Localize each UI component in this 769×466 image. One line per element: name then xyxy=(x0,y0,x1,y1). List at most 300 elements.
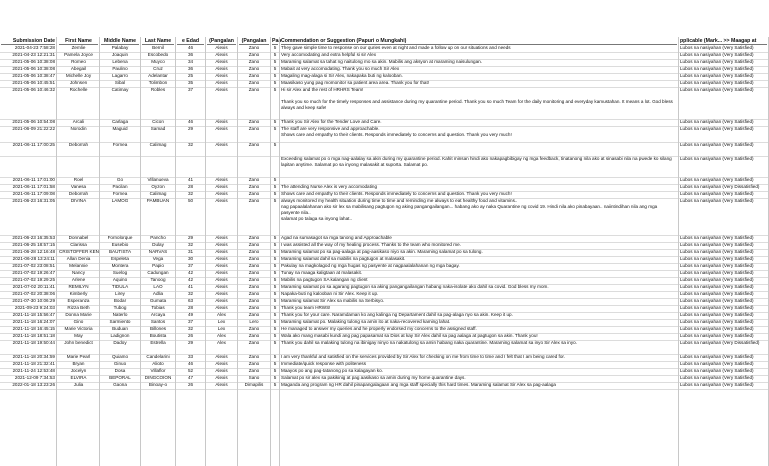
table-cell: Alexis xyxy=(215,126,228,131)
table-cell: Zemlie xyxy=(71,45,86,50)
table-cell: Muyco xyxy=(151,59,165,64)
table-cell: 5 xyxy=(273,73,277,78)
table-cell: Lubos na nasiyahan (Very Satisfied) xyxy=(680,191,754,196)
table-cell: Lex xyxy=(217,326,226,331)
table-cell: 5 xyxy=(273,66,277,71)
table-cell: Lubos na nasiyahan (Very Satisfied) xyxy=(680,235,754,240)
table-cell: Bernil xyxy=(152,45,164,50)
table-cell: Suelog xyxy=(112,270,128,275)
table-cell: 5 xyxy=(273,368,277,373)
table-cell: Kimberly xyxy=(69,291,88,296)
table-cell: 26 xyxy=(187,382,194,387)
table-cell: 36 xyxy=(187,52,194,57)
table-cell: Estrella xyxy=(150,340,166,345)
table-cell: Cadungan xyxy=(147,270,169,275)
table-cell: Clarissa xyxy=(70,242,87,247)
table-cell: Fornea xyxy=(112,191,128,196)
table-cell: Zano xyxy=(248,263,260,268)
table-cell: Zano xyxy=(248,66,260,71)
comment-cell: Mabilis na pagtugon SA kalangan ng client xyxy=(281,277,368,282)
table-cell: Zano xyxy=(248,361,260,366)
table-cell: Cruz xyxy=(153,66,163,71)
table-cell: Zano xyxy=(248,126,260,131)
table-cell: 2021-11-18 18:51:18 xyxy=(12,333,55,338)
table-cell: Zano xyxy=(248,312,260,317)
row-divider xyxy=(0,389,768,390)
table-cell: 31 xyxy=(187,249,194,254)
table-cell: 5 xyxy=(273,326,277,331)
table-cell: Lubos na nasiyahan (Very Satisfied) xyxy=(680,156,754,161)
table-cell: Joaquin xyxy=(111,52,129,57)
table-cell: Tanoog xyxy=(150,277,166,282)
table-cell: Villanueva xyxy=(147,177,169,182)
comment-cell: Maraming salamat po sa pag-aalaga at pag-aasikaso niyo sa akin. Maraming salamat po sa tulong. xyxy=(281,249,483,254)
table-cell: Pancho xyxy=(150,235,166,240)
comment-cell: Maraming salamat Sir Alex sa mabilis na Serbisyo. xyxy=(281,298,385,303)
table-cell: Donnabel xyxy=(68,235,89,240)
table-cell: 37 xyxy=(187,263,194,268)
table-cell: Escobedo xyxy=(147,52,169,57)
table-cell: Carlaga xyxy=(111,119,129,124)
table-cell: Lubos na nasiyahan (Very Satisfied) xyxy=(680,270,754,275)
table-cell: Alexis xyxy=(215,242,228,247)
table-cell: Nancy xyxy=(71,270,86,275)
table-cell: 5 xyxy=(273,291,277,296)
comment-cell: Salamat po sir alex sa pakikinig at pag aasikaso sa amin during my home quarantine days. xyxy=(281,375,466,380)
table-cell: 2021-05-06 10:38:47 xyxy=(12,73,55,78)
table-cell: Alex xyxy=(217,312,226,317)
comment-cell: Maasikaso yung pag momonitor sa patient area area. Thank you for that! xyxy=(281,80,430,85)
table-cell: Johnsen xyxy=(69,80,88,85)
comment-cell: Mabait at very accomodating. Thank you so much Sir Alex xyxy=(281,66,400,71)
table-cell: 2021-06-11 17:01:00 xyxy=(12,177,55,182)
comment-cell: Hi sir Alex and the rest of HRHRS Team! Thank you so much for the timely responses and assistance during my quarantine period. Thank you so much Team for the daily monitoring and everyday kamustahan. It means a lot. God bless always and keep safe! xyxy=(281,87,673,110)
table-cell: LAMOG xyxy=(111,198,129,203)
table-cell: 5 xyxy=(273,184,277,189)
comment-cell: Thank you for your care. Naramdaman ko ang kalinga ng Departament dahil sa pag-alaga nyo sa akin. Keep it up. xyxy=(281,312,513,317)
table-cell: Marie Victoria xyxy=(64,326,93,331)
table-cell: 5 xyxy=(273,361,277,366)
table-cell: 5 xyxy=(273,242,277,247)
table-cell: Tubog xyxy=(113,305,127,310)
table-cell: 28 xyxy=(187,184,194,189)
table-cell: 41 xyxy=(187,177,194,182)
comment-cell xyxy=(281,142,677,156)
table-cell: Fornolorque xyxy=(107,235,133,240)
table-cell: Vanesa xyxy=(70,184,87,189)
table-cell: Alexis xyxy=(215,298,228,303)
table-cell: 2021-07-02 19:26:47 xyxy=(12,270,55,275)
comment-cell: The attending Nurse Alex is very accomodating xyxy=(281,184,378,189)
table-cell: Lubos na nasiyahan (Very Satisfied) xyxy=(680,256,754,261)
table-cell: Lubos na nasiyahan (Very Satisfied) xyxy=(680,326,754,331)
table-cell: 37 xyxy=(187,319,194,324)
table-cell: Lebena xyxy=(112,59,128,64)
table-cell: Alexis xyxy=(215,284,228,289)
table-cell: May xyxy=(74,333,83,338)
table-cell: Lubos na nasiyahan (Very Satisfied) xyxy=(680,45,754,50)
comment-cell: Maraming salamat po sa agarang pagtugon sa aking pangangailangan habang naka-isolate ako dahil sa covid. God bless my mom. xyxy=(281,284,549,289)
table-cell: Alexis xyxy=(215,361,228,366)
table-cell: Lubos na nasiyahan (Very Satisfied) xyxy=(680,73,754,78)
table-cell: Deborrah xyxy=(68,191,89,196)
table-cell: Alexis xyxy=(215,256,228,261)
table-cell: 5 xyxy=(273,198,277,203)
table-cell: Candelarini xyxy=(146,354,170,359)
header-cell: First Name xyxy=(59,37,98,45)
table-cell: Lagarro xyxy=(112,73,128,78)
table-cell: Sibal xyxy=(114,80,126,85)
table-cell: 5 xyxy=(273,333,277,338)
table-cell: 5 xyxy=(273,305,277,310)
table-cell: Dimapilis xyxy=(244,382,264,387)
table-cell: 2021-04-23 7:58:28 xyxy=(14,45,55,50)
table-cell: Quiamo xyxy=(111,354,129,359)
table-cell: 2021-05-06 10:38:08 xyxy=(12,66,55,71)
table-cell: 5 xyxy=(273,277,277,282)
table-cell: 5 xyxy=(273,249,277,254)
table-cell: Boutista xyxy=(149,333,167,338)
table-cell: Oyzon xyxy=(151,184,165,189)
table-cell: Zano xyxy=(248,298,260,303)
comment-cell: Maganda ang program ng HR dahil pinapangalagaan ang mga staff specially this hard times. Maraming salamat Sir Alex sa pag-aalaga xyxy=(281,382,556,387)
table-cell: Zano xyxy=(248,270,260,275)
table-cell: 2021-11-18 20:34:59 xyxy=(12,354,55,359)
table-cell: Lubos na nasiyahan (Very Satisfied) xyxy=(680,333,754,338)
table-cell: Alexis xyxy=(215,142,228,147)
column-divider xyxy=(99,37,100,466)
table-cell: Alexis xyxy=(215,354,228,359)
table-cell: Zano xyxy=(248,326,260,331)
table-cell: 2022-01-18 13:23:26 xyxy=(12,382,55,387)
table-cell: Lubos na nasiyahan (Very Satisfied) xyxy=(680,177,754,182)
table-cell: Zano xyxy=(248,284,260,289)
comment-cell: Shows care and empathy to their clients. Responds immediately to concerns and question. Thank you very much! xyxy=(281,191,512,196)
table-cell: Zano xyxy=(248,249,260,254)
table-cell: Lubos na nasiyahan (Very Satisfied) xyxy=(680,119,754,124)
table-cell: 2021-11-18 19:50:44 xyxy=(12,340,55,345)
table-cell: Deborrah xyxy=(68,142,89,147)
column-divider xyxy=(279,37,280,466)
comment-cell: They gave simple time to response on our quries even at night and made a follow up on our situations and needs xyxy=(281,45,511,50)
table-cell: 32 xyxy=(187,326,194,331)
table-cell: Alexis xyxy=(215,291,228,296)
table-cell: 2021-12-09 7:34:53 xyxy=(14,375,55,380)
table-cell: Lubos na nasiyahan (Very Satisfied) xyxy=(680,242,754,247)
table-cell xyxy=(177,156,204,177)
table-cell: TIDULA xyxy=(111,284,129,289)
table-cell: Zano xyxy=(248,87,260,92)
table-cell: 2021-06-11 17:00:25 xyxy=(12,142,55,147)
table-cell: Zano xyxy=(248,256,260,261)
comment-cell: Thank you dahil sa malaking tulong na ibinigay ninyo na nakatulong sa amin habang naka quarantine. Maraming salamat sa inyo Sir Alex sa inyo. xyxy=(281,340,577,345)
table-cell: Bodar xyxy=(113,298,127,303)
header-cell: e Edad xyxy=(177,37,204,45)
table-cell: 32 xyxy=(187,291,194,296)
table-cell xyxy=(1,156,55,177)
header-cell: Paa xyxy=(272,38,282,44)
table-cell: 34 xyxy=(187,59,194,64)
table-cell: 46 xyxy=(187,119,194,124)
table-cell: 25 xyxy=(187,73,194,78)
table-cell: 5 xyxy=(273,126,277,131)
table-cell: Jocelyn xyxy=(70,368,87,373)
table-cell: PAMBUAN xyxy=(146,198,170,203)
table-cell: 2021-05-06 10:46:32 xyxy=(12,87,55,92)
table-cell: Esperanza xyxy=(67,298,90,303)
table-cell: Lubos na nasiyahan (Very Satisfied) xyxy=(680,361,754,366)
table-cell: Robles xyxy=(150,87,166,92)
table-cell: Lubos na nasiyahan (Very Satisfied) xyxy=(680,312,754,317)
table-cell: Alexis xyxy=(215,270,228,275)
table-cell: Norodin xyxy=(70,126,87,131)
table-cell: Lubos na nasiyahan (Very Satisfied) xyxy=(680,291,754,296)
table-cell xyxy=(101,156,139,177)
comment-cell: Maraming salamat po. Malaking tulong sa amin ito at naka-recovered kaming lahat. xyxy=(281,319,451,324)
column-divider xyxy=(270,37,271,466)
table-cell: Zano xyxy=(248,305,260,310)
table-cell: Alexis xyxy=(215,368,228,373)
table-cell: Adlia xyxy=(152,291,164,296)
column-divider xyxy=(56,37,57,466)
table-cell: Dulay xyxy=(152,242,164,247)
table-cell: Espeleta xyxy=(111,256,129,261)
table-cell: Papio xyxy=(152,263,164,268)
comment-cell: always monitored my health situation during time to time and reminding me always to eat healthy food and vitamins.. nag papaalalahanan ako sir lex sa mabilisang pagtugon ng aking pangangailangan... habang ako ay naka Quarantine ng covid 19. Hindi nila ako pinabayaan.. naiintindihan nila ang mga pasyente nila.. salamat po talaga sa inyong lahat.. xyxy=(281,198,658,221)
table-cell: 5 xyxy=(273,119,277,124)
table-cell: 2021-06-28 13:24:11 xyxy=(12,256,55,261)
table-cell: 5 xyxy=(273,375,277,380)
table-cell: 33 xyxy=(187,354,194,359)
table-cell: 2021-05-06 10:45:51 xyxy=(12,80,55,85)
table-cell: Lubos na nasiyahan (Very Satisfied) xyxy=(680,284,754,289)
table-cell: LAO xyxy=(153,284,163,289)
table-cell: 2021-05-06 10:38:08 xyxy=(12,59,55,64)
table-cell: Lubos na nasiyahan (Very Satisfied) xyxy=(680,382,754,387)
table-cell: Montera xyxy=(111,263,129,268)
table-cell: Dosa xyxy=(114,368,126,373)
table-cell: 29 xyxy=(187,340,194,345)
table-cell: Dadoy xyxy=(113,340,127,345)
table-cell: Lubos na nasiyahan (Very Satisfied) xyxy=(680,319,754,324)
table-cell: Lubos na nasiyahan (Very Satisfied) xyxy=(680,375,754,380)
table-cell: Lubos na nasiyahan (Very Satisfied) xyxy=(680,66,754,71)
table-cell: CRISTOFFER KEN xyxy=(59,249,99,254)
table-cell: Zano xyxy=(248,191,260,196)
table-cell: Lubos na nasiyahan (Very Satisfied) xyxy=(680,368,754,373)
column-divider xyxy=(175,37,176,466)
table-cell: Alexis xyxy=(215,235,228,240)
table-cell: Alexis xyxy=(215,277,228,282)
table-cell: 32 xyxy=(187,191,194,196)
table-cell: Lubos na nasiyahan (Very Satisfied) xyxy=(680,59,754,64)
table-cell: Lubos na nasiyahan (Very Satisfied) xyxy=(680,277,754,282)
table-cell: 63 xyxy=(187,298,194,303)
table-cell: Zano xyxy=(248,333,260,338)
header-cell: Last Name xyxy=(142,37,174,45)
table-cell: 2021-07-30 10:06:29 xyxy=(12,298,55,303)
header-cell: Submission Date xyxy=(1,37,55,45)
table-cell: Zano xyxy=(248,368,260,373)
spreadsheet xyxy=(0,37,768,466)
table-cell: Alexis xyxy=(215,177,228,182)
table-cell: Alexis xyxy=(215,87,228,92)
table-cell: Billones xyxy=(149,326,167,331)
table-cell: 49 xyxy=(187,312,194,317)
comment-cell: Thank you Sir Alex for the Tender Love and Care. xyxy=(281,119,382,124)
comment-cell: Maraming salamat sa tahat ng naitulong mo sa akin. Mabilis ang aksyon at maraming naisulungan. xyxy=(281,59,482,64)
table-cell: Alexis xyxy=(215,59,228,64)
table-cell: Zano xyxy=(248,354,260,359)
table-cell: 5 xyxy=(273,312,277,317)
table-cell: 2021-06-25 18:57:15 xyxy=(12,242,55,247)
header-cell: Commendation or Suggestion (Papuri o Mungkahi) xyxy=(281,37,677,45)
table-cell: Zano xyxy=(248,242,260,247)
comment-cell: I am very thankful and satisfied on the services provided by Sir Alex for checking on me from time to time and I felt that I am being cared for. xyxy=(281,354,565,359)
table-cell: Alexis xyxy=(215,263,228,268)
table-cell: Lubos na nasiyahan (Very Satisfied) xyxy=(680,249,754,254)
column-divider xyxy=(237,37,238,466)
table-cell: Zano xyxy=(248,177,260,182)
table-cell: 2021-11-18 15:56:47 xyxy=(12,312,55,317)
table-cell: 5 xyxy=(273,263,277,268)
table-cell: Paulino xyxy=(112,66,128,71)
table-cell: Alexis xyxy=(215,45,228,50)
table-cell: Lubos na nasiyahan (Very Satisfied) xyxy=(680,354,754,359)
table-cell: Rizza Beth xyxy=(67,305,90,310)
table-cell: Alexis xyxy=(215,198,228,203)
table-cell xyxy=(142,156,174,177)
table-cell: Zano xyxy=(248,59,260,64)
header-cell: (Pangalan xyxy=(207,37,236,45)
table-cell: Alex xyxy=(217,333,226,338)
table-cell xyxy=(59,156,98,177)
table-cell: 32 xyxy=(187,242,194,247)
table-cell: Vega xyxy=(152,256,164,261)
table-cell: Lubos na nasiyahan (Very Satisfied) xyxy=(680,80,754,85)
table-cell: Lubos na nasiyahan (Very Satisfied) xyxy=(680,198,754,203)
table-cell: DIVINA xyxy=(70,198,87,203)
comment-cell: Pakulay na magkolagod ng mga hugas ng pasyente at nagpaalalahanan ng mga bagay. xyxy=(281,263,460,268)
table-cell: Lubos na nasiyahan (Very Satisfied) xyxy=(680,52,754,57)
table-cell: 5 xyxy=(273,270,277,275)
table-cell: 2021-04-23 12:21:31 xyxy=(12,52,55,57)
table-cell: Zano xyxy=(248,80,260,85)
table-cell: ELVIRA xyxy=(70,375,87,380)
comment-cell: He managed to answer my queries and he properly endorsed my concerns to the assigned staff. xyxy=(281,326,477,331)
table-cell: Arcaya xyxy=(150,312,166,317)
table-cell: 46 xyxy=(187,45,194,50)
table-cell: 42 xyxy=(187,270,194,275)
table-cell: 29 xyxy=(187,235,194,240)
table-cell: Zano xyxy=(248,45,260,50)
table-cell: Palabay xyxy=(111,45,129,50)
table-cell: Villaflor xyxy=(150,368,166,373)
table-cell: Sano xyxy=(248,375,260,380)
table-cell: 28 xyxy=(187,305,194,310)
table-cell: 42 xyxy=(187,277,194,282)
comment-cell: Immediate/quick response with politeness xyxy=(281,361,367,366)
header-cell: pplicable (Mark... >> Maagap at xyxy=(680,37,767,45)
comment-cell: Agad na sumasagot sa mga tanong and Approachable xyxy=(281,235,392,240)
column-divider xyxy=(205,37,206,466)
table-cell: Alexis xyxy=(215,305,228,310)
table-cell: Zano xyxy=(248,119,260,124)
table-cell: Zano xyxy=(248,340,260,345)
table-cell: Calimag xyxy=(149,191,167,196)
table-cell: Alexis xyxy=(215,52,228,57)
table-cell: BEPORAL xyxy=(109,375,131,380)
table-cell: Sarmiento xyxy=(109,319,131,324)
table-cell: Alioto xyxy=(152,361,164,366)
table-cell: 26 xyxy=(187,333,194,338)
table-cell: Bryan xyxy=(72,361,85,366)
table-cell: 2021-07-02 20:11:41 xyxy=(12,284,55,289)
table-cell xyxy=(239,156,269,177)
table-cell: Zano xyxy=(248,198,260,203)
table-cell: 5 xyxy=(273,354,277,359)
table-cell: 2021-11-24 12:53:48 xyxy=(12,368,55,373)
table-cell: 2021-11-18 16:24:07 xyxy=(12,319,55,324)
table-cell: Santos xyxy=(150,319,166,324)
table-cell: 2021-06-28 12:16:48 xyxy=(12,249,55,254)
table-cell: Julia xyxy=(73,382,84,387)
comment-cell: Maraming salamat dahil sa mabilis na pagtugon at malasakit. xyxy=(281,256,406,261)
table-cell: Eusebio xyxy=(111,242,129,247)
table-cell: Lubos na nasiyahan (Very Satisfied) xyxy=(680,142,754,147)
table-cell: 35 xyxy=(187,80,194,85)
table-cell: 5 xyxy=(273,298,277,303)
comment-cell: Maayos po ang pag-tatanong po sa kalagayan ko. xyxy=(281,368,383,373)
table-cell: Lubos na nasiyahan (Very Dissatisfied) xyxy=(680,340,760,345)
table-cell: Gaona xyxy=(113,382,127,387)
table-cell: Zano xyxy=(248,277,260,282)
table-cell: Lubos na nasiyahan (Very Satisfied) xyxy=(680,87,754,92)
table-cell: Donna Marie xyxy=(65,312,92,317)
table-cell: 30 xyxy=(187,256,194,261)
table-cell: Zano xyxy=(248,235,260,240)
table-cell: Melannie xyxy=(69,263,88,268)
table-cell: 2021-07-02 20:38:06 xyxy=(12,291,55,296)
table-cell: Zano xyxy=(248,291,260,296)
table-cell: Calimag xyxy=(149,142,167,147)
table-cell: 2021-06-11 17:09:08 xyxy=(12,191,55,196)
table-cell: Cicon xyxy=(152,119,164,124)
table-cell: 36 xyxy=(187,66,194,71)
table-cell: 2021-06-09 21:22:22 xyxy=(12,126,55,131)
table-cell: 52 xyxy=(187,368,194,373)
table-cell: Lubos na nasiyahan (Very Dissatisfied) xyxy=(680,184,760,189)
comment-cell: Magaling mag-alaga si Sir Alex, nakapaka buti ng kalooban. xyxy=(281,73,403,78)
table-cell: Abegail xyxy=(70,66,87,71)
comment-cell: Exceeding salamat po o mga nag-aalalay sa akin during my quarantine period. Kahit minsan hindi ako nakapagbibigay ng mga feedback, tinatanong nila ako at sinasabi nila na pwede ko silang lapitan anytime. Salamat po sa inyong malasakit at suporta. Salamat po. xyxy=(281,156,674,167)
table-cell: 46 xyxy=(187,361,194,366)
table-cell: 29 xyxy=(187,126,194,131)
table-cell: Aquino xyxy=(112,277,128,282)
table-cell: Adelantar xyxy=(148,73,168,78)
header-cell: Middle Name xyxy=(101,37,139,45)
table-cell: 2021-09-23 9:24:03 xyxy=(14,305,55,310)
table-cell: Alexis xyxy=(215,119,228,124)
table-cell: 5 xyxy=(273,52,277,57)
table-cell: NARVAS xyxy=(148,249,168,254)
table-cell: 5 xyxy=(273,80,277,85)
table-cell: Ladignon xyxy=(110,333,130,338)
table-cell: Lex xyxy=(217,319,226,324)
table-cell: 5 xyxy=(273,191,277,196)
table-cell: Zano xyxy=(248,142,260,147)
table-cell: Lubos na nasiyahan (Very Satisfied) xyxy=(680,263,754,268)
